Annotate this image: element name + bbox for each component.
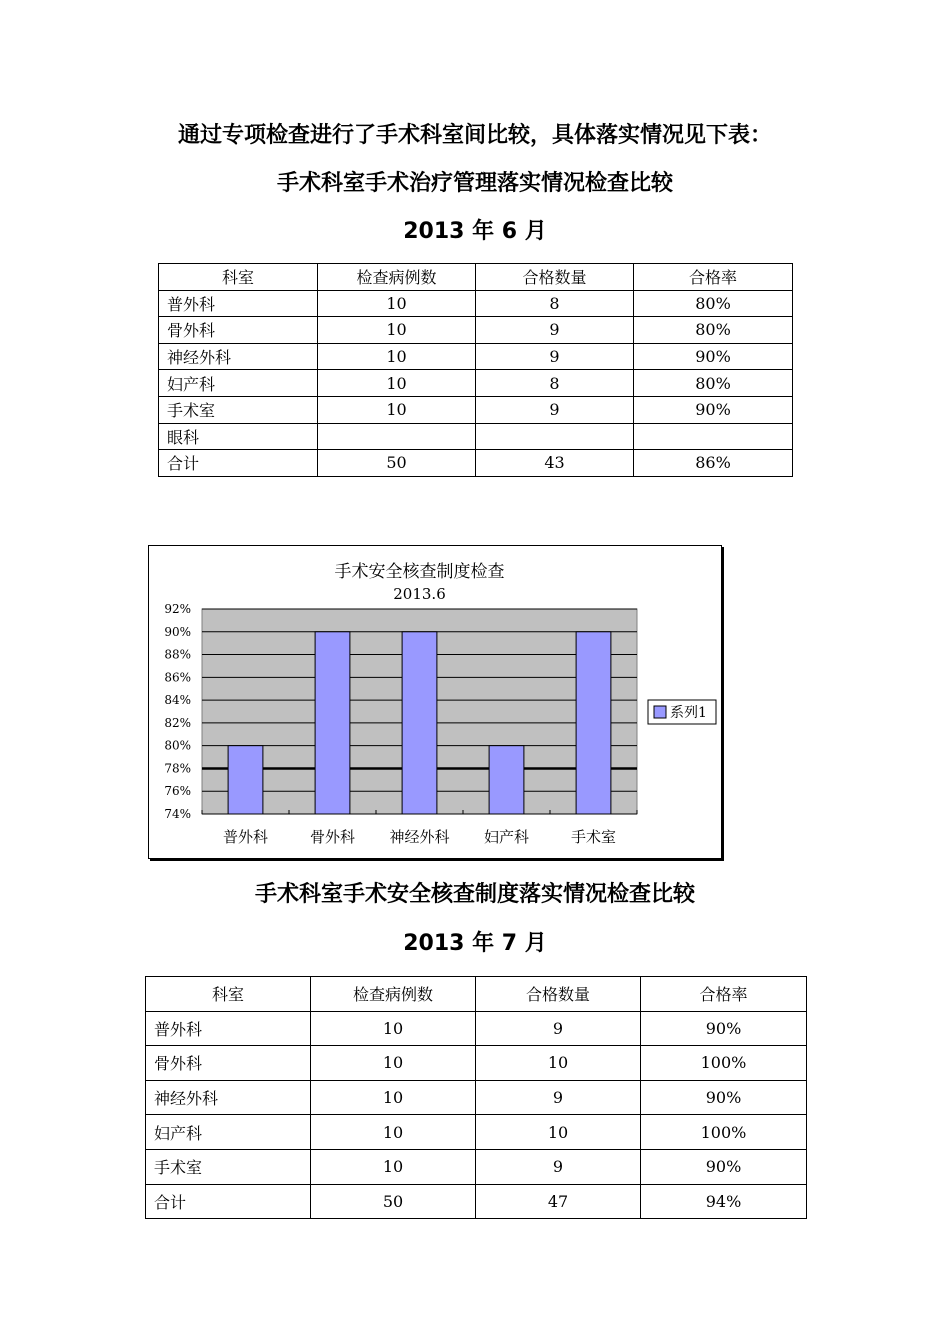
table-cell: 合计 [159,450,318,477]
table-header-row [146,977,807,1012]
column-header: 合格率 [641,977,807,1012]
table-cell: 10 [318,396,476,423]
table-cell: 80% [634,370,793,397]
table-cell: 8 [476,290,634,317]
section1-title: 手术科室手术治疗管理落实情况检查比较 [276,171,673,196]
table-cell: 8 [476,370,634,397]
table-cell: 9 [476,1080,641,1115]
x-category-label: 妇产科 [483,828,530,846]
table-row [146,1115,807,1150]
column-header: 检查病例数 [311,977,476,1012]
table-cell: 9 [476,1011,641,1046]
table-cell: 10 [318,343,476,370]
table-cell [634,423,793,450]
july-table-body [146,977,807,1219]
table-cell: 9 [476,1149,641,1184]
column-header: 合格数量 [476,977,641,1012]
table-cell: 94% [641,1184,807,1219]
table-cell: 10 [311,1149,476,1184]
bar [576,632,611,814]
table-row [146,1149,807,1184]
column-header: 科室 [146,977,311,1012]
column-header: 合格率 [634,264,793,291]
chart-subtitle: 2013.6 [393,585,446,603]
table-cell: 妇产科 [146,1115,311,1150]
section1-date: 2013 年 6 月 [403,219,547,244]
x-category-label: 普外科 [222,828,269,846]
table-cell: 50 [318,450,476,477]
table-cell [476,423,634,450]
table-cell: 90% [641,1011,807,1046]
table-cell: 80% [634,317,793,344]
table-row [146,1046,807,1081]
table-cell: 86% [634,450,793,477]
table-cell: 普外科 [159,290,318,317]
table-cell: 普外科 [146,1011,311,1046]
y-tick-label: 84% [164,693,191,708]
table-cell: 90% [634,343,793,370]
table-cell: 10 [476,1046,641,1081]
table-cell: 90% [641,1080,807,1115]
table-cell: 90% [641,1149,807,1184]
table-cell: 10 [311,1115,476,1150]
table-header-row [159,264,793,291]
table-cell: 眼科 [159,423,318,450]
table-cell: 90% [634,396,793,423]
table-cell: 手术室 [159,396,318,423]
table-row [159,450,793,477]
table-cell: 神经外科 [146,1080,311,1115]
table-cell: 9 [476,343,634,370]
bar [228,746,263,814]
x-category-label: 手术室 [570,828,617,846]
table-row [146,1011,807,1046]
chart-title: 手术安全核查制度检查 [334,562,505,582]
section2-date: 2013 年 7 月 [403,931,547,956]
y-tick-label: 78% [164,761,191,776]
table-cell: 100% [641,1115,807,1150]
table-cell: 10 [318,290,476,317]
table-cell: 合计 [146,1184,311,1219]
x-category-label: 神经外科 [389,828,450,846]
table-row [159,396,793,423]
table-cell: 43 [476,450,634,477]
table-cell [318,423,476,450]
table-cell: 10 [318,370,476,397]
y-tick-label: 88% [164,647,191,662]
x-category-label: 骨外科 [309,828,356,846]
table-cell: 10 [476,1115,641,1150]
table-row [159,370,793,397]
table-cell: 10 [318,317,476,344]
table-cell: 神经外科 [159,343,318,370]
y-tick-label: 82% [164,715,191,730]
july-table [145,976,807,1219]
bar [315,632,350,814]
june-table [158,263,793,477]
section2-title: 手术科室手术安全核查制度落实情况检查比较 [254,882,695,907]
y-tick-label: 80% [164,738,191,753]
table-row [146,1184,807,1219]
june-table-body [159,264,793,477]
bar-chart [148,545,722,859]
column-header: 科室 [159,264,318,291]
legend-swatch [654,706,666,718]
y-tick-label: 76% [164,784,191,799]
y-tick-label: 74% [164,807,191,821]
table-cell: 10 [311,1011,476,1046]
table-cell: 骨外科 [146,1046,311,1081]
intro-text: 通过专项检查进行了手术科室间比较，具体落实情况见下表： [177,123,772,148]
y-tick-label: 92% [164,602,191,616]
table-cell: 9 [476,396,634,423]
table-row [159,343,793,370]
column-header: 合格数量 [476,264,634,291]
table-row [159,423,793,450]
legend-label: 系列1 [670,705,707,721]
bar [489,746,524,814]
column-header: 检查病例数 [318,264,476,291]
y-tick-label: 90% [164,624,191,639]
table-row [159,317,793,344]
table-row [146,1080,807,1115]
table-cell: 9 [476,317,634,344]
table-cell: 50 [311,1184,476,1219]
table-cell: 手术室 [146,1149,311,1184]
table-cell: 妇产科 [159,370,318,397]
table-cell: 100% [641,1046,807,1081]
bar [402,632,437,814]
bar-chart-svg [149,546,721,858]
table-cell: 骨外科 [159,317,318,344]
table-cell: 10 [311,1080,476,1115]
table-row [159,290,793,317]
table-cell: 80% [634,290,793,317]
table-cell: 47 [476,1184,641,1219]
table-cell: 10 [311,1046,476,1081]
y-tick-label: 86% [164,670,191,685]
